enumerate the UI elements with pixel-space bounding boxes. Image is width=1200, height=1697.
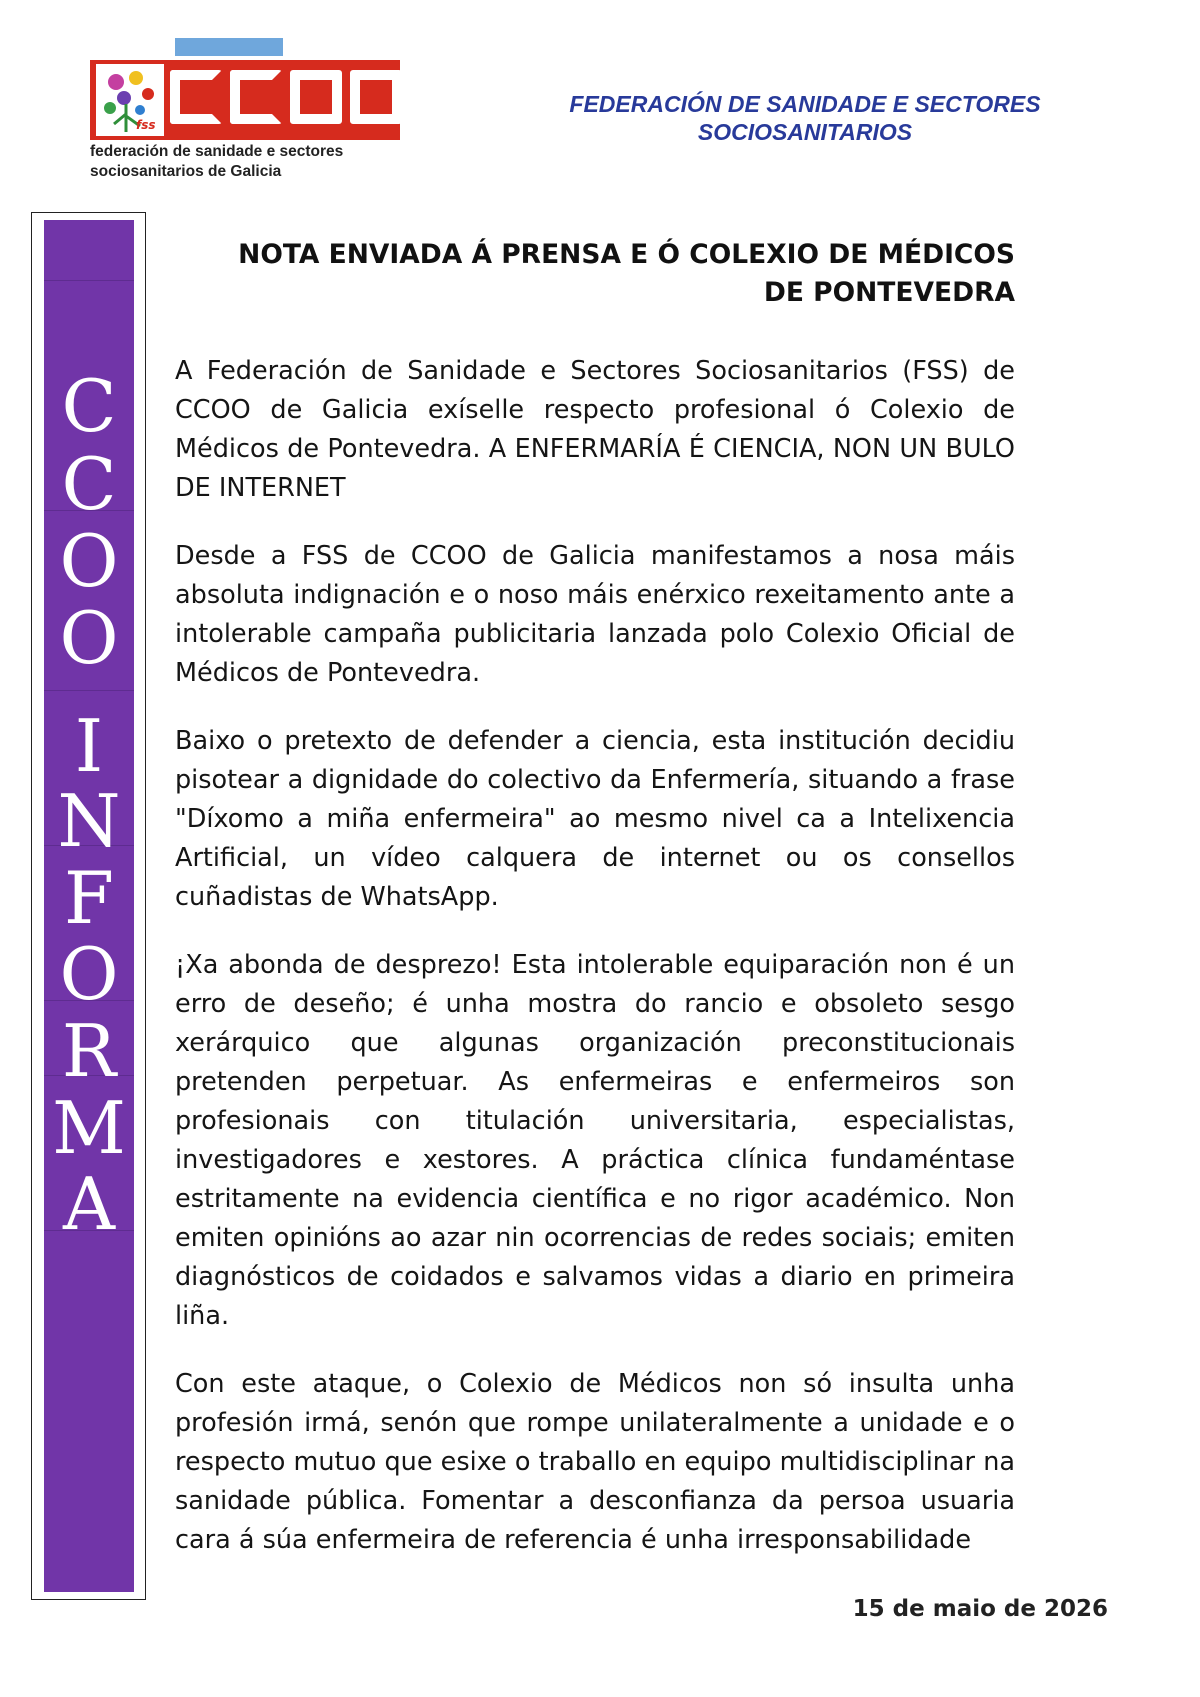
title-line1: NOTA ENVIADA Á PRENSA E Ó COLEXIO DE MÉDICOS — [238, 239, 1015, 270]
paragraph-3: Baixo o pretexto de defender a ciencia, esta institución decidiu pisotear a dignidade do colectivo da Enfermería, situando a frase "Díxomo a miña enfermeira" ao mesmo nivel ca a Intelixencia Artificial, un vídeo calquera de internet ou os consellos cuñadistas de WhatsApp. — [175, 726, 1015, 912]
logo-wordmark — [170, 70, 402, 124]
banner-letter: O — [59, 519, 119, 603]
federation-header — [545, 90, 1065, 146]
flowers-icon — [96, 64, 164, 136]
paragraph-4: ¡Xa abonda de desprezo! Esta intolerable equiparación non é un erro de deseño; é unha mostra do rancio e obsoleto sesgo xerárquico que algunas organización preconstitucionais pretenden perpetuar. As enfermeiras e enfermeiros son profesionais con titulación universitaria, especialistas, investigadores e xestores. A práctica clínica fundaméntase estritamente na evidencia científica e no rigor académico. Non emiten opinións ao azar nin ocorrencias de redes sociais; emiten diagnósticos de coidados e salvamos vidas a diario en primeira liña. — [175, 950, 1015, 1331]
logo-letter-c1 — [170, 70, 222, 124]
logo-fss-mark: fss — [136, 118, 156, 132]
banner-letter: I — [74, 704, 104, 788]
logo-red-block — [90, 60, 400, 140]
banner-letter: C — [61, 442, 117, 526]
banner-letter: N — [57, 779, 121, 863]
page-title — [175, 236, 1015, 312]
logo-caption — [90, 142, 343, 182]
banner-letter: M — [52, 1086, 126, 1170]
paragraph-5: Con este ataque, o Colexio de Médicos non só insulta unha profesión irmá, senón que rompe unilateralmente a unidade e o respecto mutuo que esixe o traballo en equipo multidisciplinar na sanidade pública. Fomentar a desconfianza da persoa usuaria cara á súa enfermeira de referencia é unha irresponsabilidade — [175, 1369, 1015, 1555]
banner-letter: O — [59, 596, 119, 680]
ccoo-fss-logo — [90, 38, 410, 188]
logo-blue-bar — [175, 38, 283, 56]
paragraph-1: A Federación de Sanidade e Sectores Sociosanitarios (FSS) de CCOO de Galicia exíselle respecto profesional ó Colexio de Médicos de Pontevedra. A ENFERMARÍA É CIENCIA, NON UN BULO DE INTERNET — [175, 356, 1015, 503]
banner-divider — [44, 280, 134, 281]
document-date: 15 de maio de 2026 — [852, 1596, 1108, 1622]
banner-divider — [44, 690, 134, 691]
banner-letter: O — [59, 932, 119, 1016]
paragraph-2: Desde a FSS de CCOO de Galicia manifestamos a nosa máis absoluta indignación e o noso máis enérxico rexeitamento ante a intolerable campaña publicitaria lanzada polo Colexio Oficial de Médicos de Pontevedra. — [175, 541, 1015, 688]
federation-line1: FEDERACIÓN DE SANIDADE E SECTORES — [569, 91, 1041, 117]
logo-caption-line2: sociosanitarios de Galicia — [90, 163, 282, 180]
federation-line2: SOCIOSANITARIOS — [697, 119, 913, 145]
logo-caption-line1: federación de sanidade e sectores — [90, 143, 344, 160]
logo-letter-o1 — [290, 70, 342, 124]
banner-letter: F — [64, 856, 114, 940]
logo-letter-c2 — [230, 70, 282, 124]
banner-letter: R — [61, 1009, 117, 1093]
logo-letter-o2 — [350, 70, 402, 124]
title-line2: DE PONTEVEDRA — [763, 277, 1015, 308]
ccoo-informa-banner — [44, 220, 134, 1592]
banner-letter: A — [63, 1162, 115, 1246]
banner-letter: C — [61, 364, 117, 448]
document-body — [175, 352, 1015, 1589]
